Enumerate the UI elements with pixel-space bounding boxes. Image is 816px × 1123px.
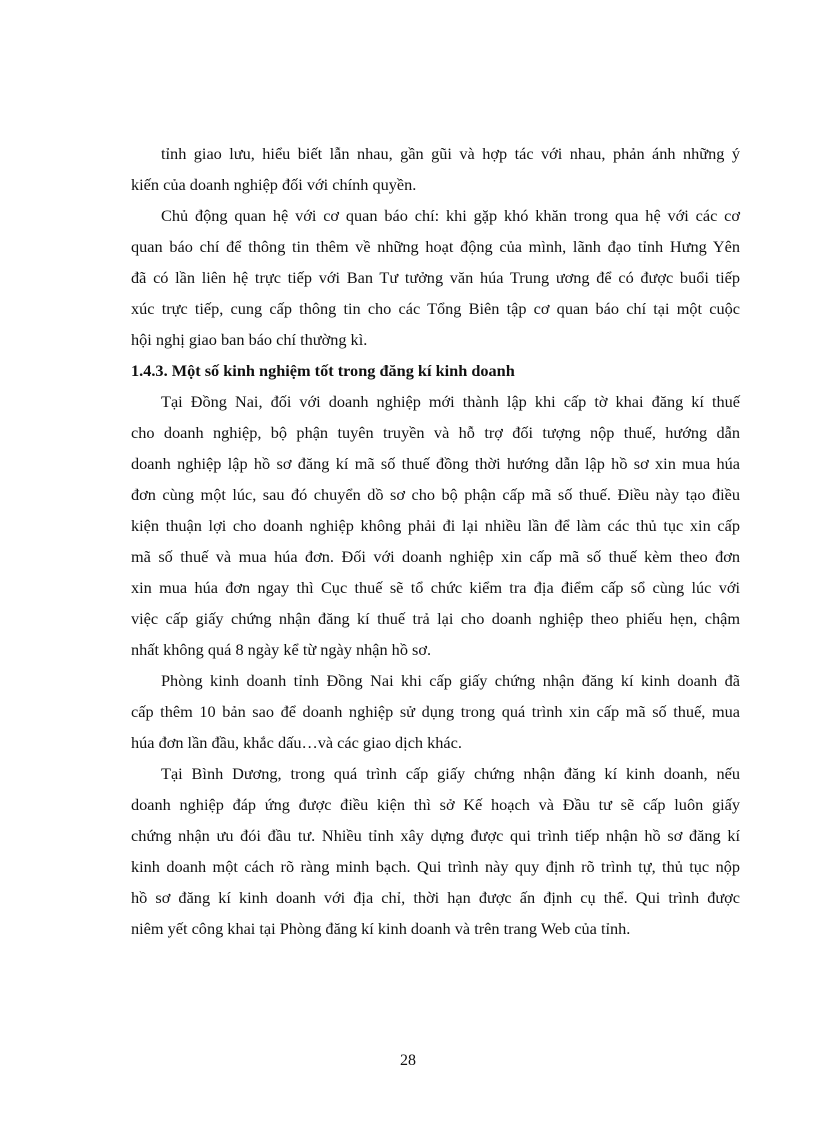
text-line: niêm yết công khai tại Phòng đăng kí kinh doanh và trên trang Web của tỉnh. — [131, 919, 631, 938]
page-number: 28 — [400, 1052, 416, 1069]
text-line: Chủ động quan hệ với cơ quan báo chí: khi gặp khó khăn trong qua hệ với các cơ — [161, 206, 740, 225]
text-line: cấp thêm 10 bản sao để doanh nghiệp sử dụng trong quá trình xin cấp mã số thuế, mua — [131, 702, 740, 721]
text-line: doanh nghiệp đáp ứng được điều kiện thì sở Kế hoạch và Đầu tư sẽ cấp luôn giấy — [131, 795, 740, 814]
text-line: húa đơn lần đầu, khắc dấu…và các giao dịch khác. — [131, 733, 462, 752]
text-line: đơn cùng một lúc, sau đó chuyển dồ sơ cho bộ phận cấp mã số thuế. Điều này tạo điều — [131, 485, 740, 504]
text-line: kinh doanh một cách rõ ràng minh bạch. Qui trình này quy định rõ trình tự, thủ tục nộp — [131, 857, 740, 876]
page-body — [131, 138, 740, 944]
paragraph — [131, 386, 740, 665]
text-line: Phòng kinh doanh tỉnh Đồng Nai khi cấp giấy chứng nhận đăng kí kinh doanh đã — [161, 671, 740, 690]
paragraph — [131, 665, 740, 758]
text-line: Tại Đồng Nai, đối với doanh nghiệp mới thành lập khi cấp tờ khai đăng kí thuế — [161, 392, 740, 411]
text-line: kiến của doanh nghiệp đối với chính quyền. — [131, 175, 417, 194]
text-line: hồ sơ đăng kí kinh doanh với địa chỉ, thời hạn được ấn định cụ thể. Qui trình được — [131, 888, 740, 907]
paragraph — [131, 200, 740, 355]
text-line: cho doanh nghiệp, bộ phận tuyên truyền và hỗ trợ đối tượng nộp thuế, hướng dẫn — [131, 423, 740, 442]
text-line: Tại Bình Dương, trong quá trình cấp giấy chứng nhận đăng kí kinh doanh, nếu — [161, 764, 740, 783]
text-line: tỉnh giao lưu, hiểu biết lẫn nhau, gần gũi và hợp tác với nhau, phản ánh những ý — [161, 144, 740, 163]
text-line: quan báo chí để thông tin thêm về những hoạt động của mình, lãnh đạo tỉnh Hưng Yên — [131, 237, 740, 256]
paragraph — [131, 138, 740, 200]
text-line: xúc trực tiếp, cung cấp thông tin cho các Tổng Biên tập cơ quan báo chí tại một cuộc — [131, 299, 740, 318]
text-line: đã có lần liên hệ trực tiếp với Ban Tư tưởng văn húa Trung ương để có được buổi tiếp — [131, 268, 740, 287]
text-line: việc cấp giấy chứng nhận đăng kí thuế trả lại cho doanh nghiệp theo phiếu hẹn, chậm — [131, 609, 740, 628]
text-line: hội nghị giao ban báo chí thường kì. — [131, 330, 368, 349]
text-line: mã số thuế và mua húa đơn. Đối với doanh nghiệp xin cấp mã số thuế kèm theo đơn — [131, 547, 740, 566]
paragraph — [131, 758, 740, 944]
section-heading: 1.4.3. Một số kinh nghiệm tốt trong đăng kí kinh doanh — [131, 361, 515, 380]
text-line: chứng nhận ưu đói đầu tư. Nhiều tỉnh xây dựng được qui trình tiếp nhận hồ sơ đăng kí — [131, 826, 740, 845]
text-line: kiện thuận lợi cho doanh nghiệp không phải đi lại nhiều lần để làm các thủ tục xin cấp — [131, 516, 740, 535]
text-line: doanh nghiệp lập hồ sơ đăng kí mã số thuế đồng thời hướng dẫn lập hồ sơ xin mua húa — [131, 454, 740, 473]
text-line: nhất không quá 8 ngày kể từ ngày nhận hồ sơ. — [131, 640, 432, 659]
text-line: xin mua húa đơn ngay thì Cục thuế sẽ tổ chức kiểm tra địa điểm cấp sổ cùng lúc với — [131, 578, 740, 597]
